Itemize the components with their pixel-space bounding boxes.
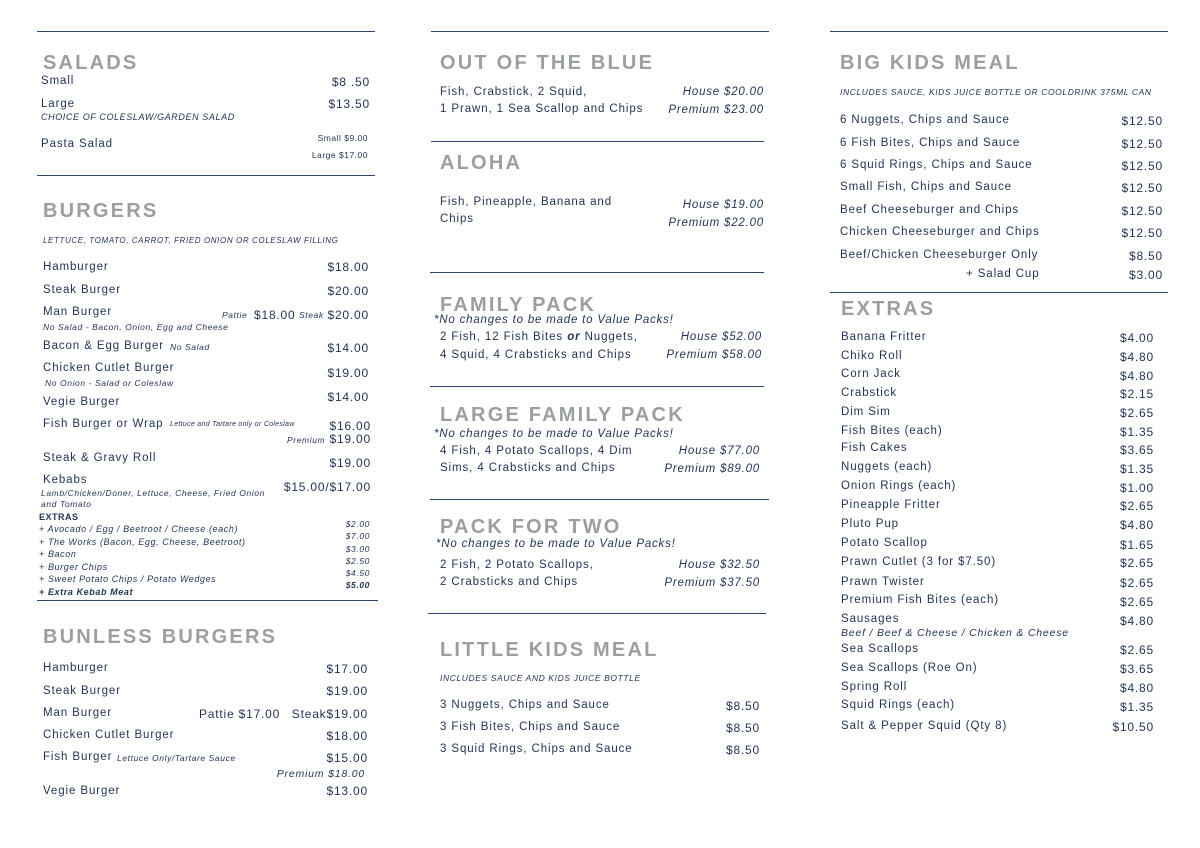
menu-item-name: Prawn Cutlet (3 for $7.50): [841, 556, 997, 568]
menu-item-name: Fish Bites (each): [841, 425, 943, 437]
menu-item-name: Man Burger: [43, 306, 113, 318]
bunless-heading: BUNLESS BURGERS: [43, 626, 278, 648]
menu-item-price: $16.00: [329, 419, 371, 433]
menu-item-price: $18.00: [326, 729, 368, 743]
menu-item-name: Dim Sim: [841, 406, 891, 418]
extra-item: + Avocado / Egg / Beetroot / Cheese (each): [39, 524, 239, 534]
menu-item-name: Nuggets (each): [841, 461, 933, 473]
menu-item-name: 6 Squid Rings, Chips and Sauce: [840, 159, 1033, 171]
menu-item-price: $20.00: [327, 284, 369, 298]
menu-item-name: Hamburger: [43, 261, 109, 273]
pack-for-two-heading: PACK FOR TWO: [440, 516, 622, 538]
menu-item-price: $2.65: [1119, 576, 1154, 590]
menu-item-price: $8 .50: [331, 75, 370, 89]
menu-item-price: $20.00: [327, 308, 369, 322]
menu-item-price: $13.50: [328, 97, 370, 111]
section-subtitle: INCLUDES SAUCE AND KIDS JUICE BOTTLE: [440, 673, 641, 683]
extras-subheading: EXTRAS: [39, 512, 79, 522]
divider: [430, 386, 764, 387]
menu-item-name: Premium Fish Bites (each): [841, 594, 999, 606]
price-label: House $19.00: [682, 199, 764, 211]
extra-item: + Sweet Potato Chips / Potato Wedges: [39, 574, 217, 584]
menu-item-name: Pineapple Fritter: [841, 499, 941, 511]
menu-item-price: $8.50: [725, 699, 760, 713]
menu-item-name: Pluto Pup: [841, 518, 899, 530]
menu-item-name: Pasta Salad: [41, 138, 113, 150]
menu-item-name: Crabstick: [841, 387, 898, 399]
menu-item-price: $8.50: [1128, 249, 1163, 263]
menu-item-name: Banana Fritter: [841, 331, 927, 343]
family-pack-heading: FAMILY PACK: [440, 294, 597, 316]
menu-item-price: $4.80: [1119, 614, 1154, 628]
price-label: Premium $37.50: [664, 577, 760, 589]
menu-item-price: $12.50: [1121, 137, 1163, 151]
menu-item-note: No Onion - Salad or Coleslaw: [45, 378, 174, 388]
menu-item-price: $19.00: [326, 684, 368, 698]
price-label: House $20.00: [682, 86, 764, 98]
extra-price: $5.00: [345, 580, 370, 590]
divider: [830, 292, 1168, 293]
menu-item-name: Man Burger: [43, 707, 113, 719]
menu-item-price: $4.80: [1119, 350, 1154, 364]
divider: [430, 272, 764, 273]
menu-item-note: Lettuce and Tartare only or Coleslaw: [170, 421, 295, 428]
menu-item-name: 3 Fish Bites, Chips and Sauce: [440, 721, 621, 733]
menu-item-name: Beef/Chicken Cheeseburger Only: [840, 249, 1039, 261]
menu-item-name: Kebabs: [43, 474, 88, 486]
out-of-blue-heading: OUT OF THE BLUE: [440, 52, 655, 74]
salads-heading: SALADS: [43, 52, 139, 74]
menu-item-price: Small $9.00: [317, 133, 368, 143]
menu-item-name: Chicken Cutlet Burger: [43, 729, 175, 741]
pack-description: Fish, Crabstick, 2 Squid,: [440, 86, 588, 98]
extra-price: $4.50: [345, 568, 370, 578]
pack-description: 2 Fish, 2 Potato Scallops,: [440, 559, 594, 571]
menu-item-name: Sea Scallops (Roe On): [841, 662, 978, 674]
section-subtitle: INCLUDES SAUCE, KIDS JUICE BOTTLE OR COOLDRINK 375ML CAN: [840, 87, 1152, 97]
menu-item-note: and Tomato: [41, 499, 92, 509]
divider: [37, 600, 378, 601]
price-label: Premium $22.00: [668, 217, 764, 229]
menu-item-name: Salt & Pepper Squid (Qty 8): [841, 720, 1008, 732]
menu-item-price: $1.35: [1119, 425, 1154, 439]
extras-heading: EXTRAS: [841, 298, 936, 320]
price-label: Premium $23.00: [668, 104, 764, 116]
menu-item-name: Bacon & Egg Burger: [43, 340, 165, 352]
extra-item: + The Works (Bacon, Egg, Cheese, Beetroot): [39, 537, 246, 547]
extra-item: + Bacon: [39, 549, 77, 559]
big-kids-heading: BIG KIDS MEAL: [840, 52, 1020, 74]
menu-item-price: $2.65: [1119, 595, 1154, 609]
menu-item-name: Chicken Cutlet Burger: [43, 362, 175, 374]
menu-item-name: Vegie Burger: [43, 785, 121, 797]
menu-item-price: $12.50: [1121, 181, 1163, 195]
menu-item-price: $4.00: [1119, 331, 1154, 345]
menu-item-name: Fish Cakes: [841, 442, 908, 454]
menu-item-name: Vegie Burger: [43, 396, 121, 408]
pack-description: Chips: [440, 213, 474, 225]
menu-item-price: $1.65: [1119, 538, 1154, 552]
menu-item-price: $3.65: [1119, 443, 1154, 457]
menu-item-name: Hamburger: [43, 662, 109, 674]
menu-item-name: Sausages: [841, 613, 900, 625]
menu-item-name: Squid Rings (each): [841, 699, 956, 711]
pack-description: Fish, Pineapple, Banana and: [440, 196, 612, 208]
menu-item-price: $2.65: [1119, 499, 1154, 513]
menu-item-name: Steak Burger: [43, 284, 121, 296]
price-label: House $77.00: [678, 445, 760, 457]
extra-item: + Burger Chips: [39, 562, 108, 572]
menu-item-price: $8.50: [725, 721, 760, 735]
menu-item-name: 3 Squid Rings, Chips and Sauce: [440, 743, 633, 755]
menu-item-price: $14.00: [327, 341, 369, 355]
menu-item-name: Steak Burger: [43, 685, 121, 697]
menu-item-price: $1.00: [1119, 481, 1154, 495]
menu-item-price: $10.50: [1112, 720, 1154, 734]
menu-item-name: Prawn Twister: [841, 576, 925, 588]
menu-item-price: $8.50: [725, 743, 760, 757]
price-label: Premium $89.00: [664, 463, 760, 475]
menu-item-name: Onion Rings (each): [841, 480, 957, 492]
divider: [428, 613, 766, 614]
menu-item-price: $12.50: [1121, 226, 1163, 240]
price-label: House $52.00: [680, 331, 762, 343]
menu-item-price: $15.00/$17.00: [283, 480, 371, 494]
menu-item-name: Fish Burger or Wrap: [43, 418, 164, 430]
little-kids-heading: LITTLE KIDS MEAL: [440, 639, 659, 661]
menu-item-note: Lettuce Only/Tartare Sauce: [117, 753, 236, 763]
menu-item-name: Spring Roll: [841, 681, 908, 693]
menu-item-note: Beef / Beef & Cheese / Chicken & Cheese: [841, 627, 1069, 639]
menu-item-price: $19.00: [327, 366, 369, 380]
menu-item-name: + Salad Cup: [966, 268, 1040, 280]
menu-item-price: $2.65: [1119, 643, 1154, 657]
menu-item-name: Steak & Gravy Roll: [43, 452, 157, 464]
menu-item-name: Chiko Roll: [841, 350, 903, 362]
menu-item-price: $1.35: [1119, 700, 1154, 714]
menu-item-price: $4.80: [1119, 518, 1154, 532]
pack-description: 4 Squid, 4 Crabsticks and Chips: [440, 349, 632, 361]
menu-item-name: Small Fish, Chips and Sauce: [840, 181, 1012, 193]
price-label: Steak: [299, 310, 324, 320]
aloha-heading: ALOHA: [440, 152, 523, 174]
extra-price: $3.00: [345, 544, 370, 554]
menu-item-price: Pattie $17.00: [199, 707, 281, 721]
divider: [37, 31, 375, 32]
menu-item-name: Fish Burger: [43, 751, 113, 763]
menu-item-note: No Salad - Bacon, Onion, Egg and Cheese: [43, 322, 229, 332]
extra-price: $7.00: [345, 531, 370, 541]
menu-item-price: $4.80: [1119, 369, 1154, 383]
pack-description: Sims, 4 Crabsticks and Chips: [440, 462, 616, 474]
menu-item-price: $13.00: [326, 784, 368, 798]
extra-price: $2.50: [345, 556, 370, 566]
pack-description: 4 Fish, 4 Potato Scallops, 4 Dim: [440, 445, 633, 457]
menu-item-price: $2.15: [1119, 387, 1154, 401]
menu-item-name: Chicken Cheeseburger and Chips: [840, 226, 1040, 238]
pack-description: 2 Crabsticks and Chips: [440, 576, 579, 588]
large-family-pack-heading: LARGE FAMILY PACK: [440, 404, 685, 426]
menu-item-price: $3.65: [1119, 662, 1154, 676]
menu-item-name: 3 Nuggets, Chips and Sauce: [440, 699, 610, 711]
pack-note: *No changes to be made to Value Packs!: [434, 428, 674, 440]
menu-item-name: Potato Scallop: [841, 537, 928, 549]
menu-item-price: $19.00: [329, 456, 371, 470]
menu-item-name: 6 Nuggets, Chips and Sauce: [840, 114, 1010, 126]
price-label: House $32.50: [678, 559, 760, 571]
pack-note: *No changes to be made to Value Packs!: [434, 314, 674, 326]
menu-item-price: $14.00: [327, 390, 369, 404]
menu-item-name: Beef Cheeseburger and Chips: [840, 204, 1020, 216]
menu-item-name: 6 Fish Bites, Chips and Sauce: [840, 137, 1021, 149]
section-subtitle: LETTUCE, TOMATO, CARROT, FRIED ONION OR COLESLAW FILLING: [43, 236, 339, 245]
extra-item: + Extra Kebab Meat: [39, 587, 134, 597]
menu-item-price: $12.50: [1121, 204, 1163, 218]
pack-description: 1 Prawn, 1 Sea Scallop and Chips: [440, 103, 644, 115]
menu-item-price: $15.00: [326, 751, 368, 765]
price-label: Pattie: [222, 310, 248, 320]
pack-description: 2 Fish, 12 Fish Bites or Nuggets,: [440, 331, 638, 343]
menu-item-price: Steak$19.00: [291, 707, 368, 721]
menu-item-price: $1.35: [1119, 462, 1154, 476]
menu-item-price: $18.00: [254, 308, 296, 322]
menu-item-price: $12.50: [1121, 159, 1163, 173]
divider: [830, 31, 1168, 32]
divider: [431, 31, 769, 32]
divider: [37, 175, 375, 176]
menu-item-note: No Salad: [170, 342, 210, 352]
price-label: Premium $58.00: [666, 349, 762, 361]
menu-item-price: Premium $18.00: [276, 768, 365, 780]
menu-item-price: $18.00: [327, 260, 369, 274]
price-label: Premium: [287, 435, 326, 445]
menu-item-price: $12.50: [1121, 114, 1163, 128]
menu-item-price: $3.00: [1128, 268, 1163, 282]
menu-item-price: $2.65: [1119, 406, 1154, 420]
menu-item-note: Lamb/Chicken/Doner, Lettuce, Cheese, Fried Onion: [41, 488, 265, 498]
menu-item-name: Small: [41, 75, 75, 87]
divider: [431, 141, 764, 142]
menu-item-name: Sea Scallops: [841, 643, 919, 655]
menu-item-note: CHOICE OF COLESLAW/GARDEN SALAD: [41, 112, 235, 122]
burgers-heading: BURGERS: [43, 200, 159, 222]
menu-item-price: $19.00: [329, 432, 371, 446]
menu-item-name: Large: [41, 98, 75, 110]
menu-item-price: Large $17.00: [311, 150, 368, 160]
menu-item-name: Corn Jack: [841, 368, 901, 380]
menu-item-price: $2.65: [1119, 556, 1154, 570]
extra-price: $2.00: [345, 519, 370, 529]
divider: [430, 499, 769, 500]
pack-note: *No changes to be made to Value Packs!: [436, 538, 676, 550]
menu-item-price: $4.80: [1119, 681, 1154, 695]
menu-item-price: $17.00: [326, 662, 368, 676]
